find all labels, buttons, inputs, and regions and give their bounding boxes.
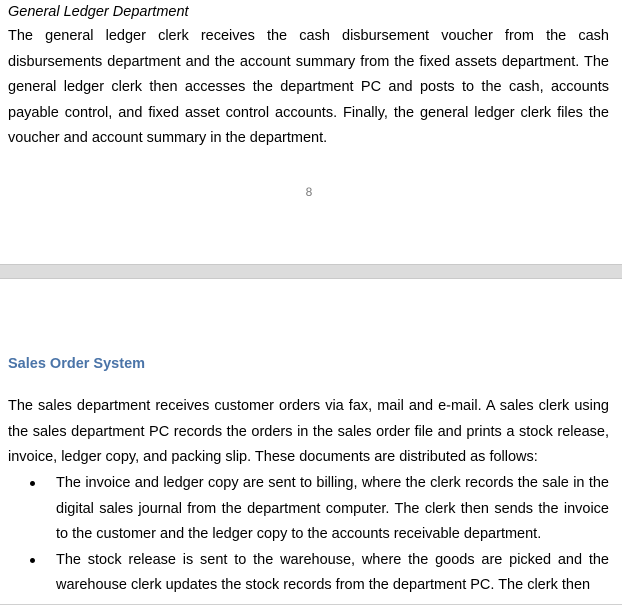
list-item (8, 471, 609, 548)
section-heading-sales-order: Sales Order System (8, 356, 146, 372)
general-ledger-paragraph: The general ledger clerk receives the cash disbursement voucher from the cash disbursements department and the account summary from the fixed assets department. The general ledger clerk then accesses the department PC and posts to the cash, accounts payable control, and fixed asset control accounts. Finally, the general ledger clerk files the voucher and account summary in the department. (8, 28, 609, 146)
bullet-icon (30, 558, 35, 563)
page-break-gap (0, 264, 622, 279)
bullet-text: The invoice and ledger copy are sent to billing, where the clerk records the sale in the digital sales journal from the department computer. The clerk then sends the invoice to the customer and the ledger copy to the accounts receivable department. (56, 475, 609, 542)
bullet-text: The stock release is sent to the warehouse, where the goods are picked and the warehouse clerk updates the stock records from the department PC. The clerk then (56, 551, 609, 593)
bottom-divider (0, 604, 622, 605)
page-number: 8 (305, 185, 313, 199)
sales-order-paragraph: The sales department receives customer orders via fax, mail and e-mail. A sales clerk using the sales department PC records the orders in the sales order file and prints a stock release, invoice, ledger copy, and packing slip. These documents are distributed as follows: (8, 398, 609, 465)
document-page-bottom (0, 279, 622, 607)
document-page-top (0, 0, 622, 264)
bullet-icon (30, 481, 35, 486)
subheading-general-ledger: General Ledger Department (8, 4, 189, 20)
list-item (8, 548, 609, 599)
distribution-bullet-list (8, 471, 609, 599)
